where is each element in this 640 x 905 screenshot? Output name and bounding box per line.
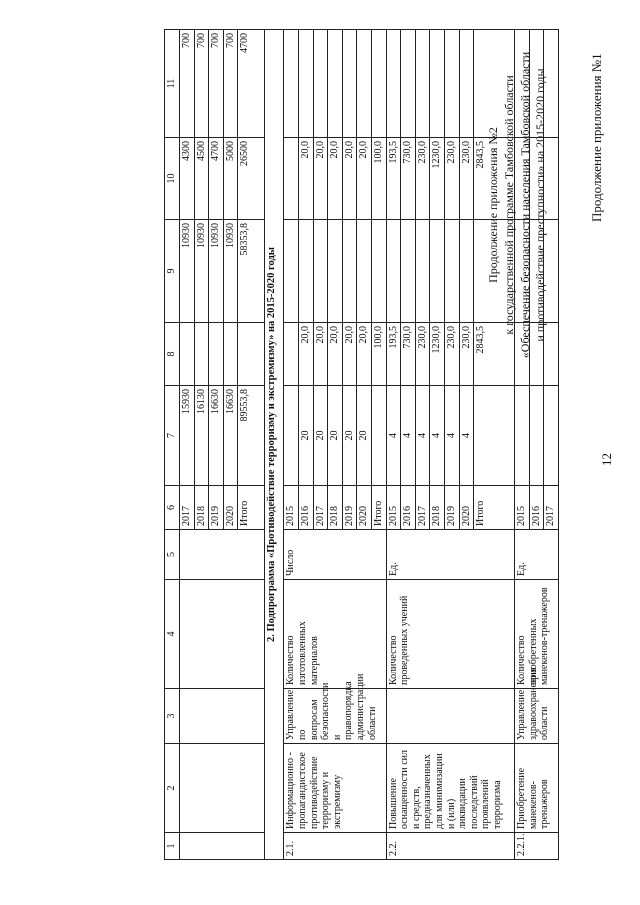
item-number: 2.1.	[284, 833, 386, 860]
value-cell: 730,0	[401, 138, 416, 220]
page-number: 12	[599, 453, 614, 466]
header-line: Продолжение приложения №2	[486, 127, 500, 283]
column-number: 5	[165, 530, 180, 580]
value-cell: 1230,0	[430, 138, 445, 220]
item-indicator: Количество проведенных учений	[386, 580, 515, 689]
target-cell: 20	[357, 386, 372, 486]
column-number: 6	[165, 486, 180, 530]
value-cell: 230,0	[459, 323, 474, 386]
column-number: 3	[165, 689, 180, 744]
year-cell: Итого	[238, 486, 265, 530]
year-cell: 2018	[328, 486, 343, 530]
column-number-row	[165, 30, 180, 860]
value-cell: 193,5	[386, 323, 401, 386]
value-cell: 730,0	[401, 323, 416, 386]
value-cell: 4700	[238, 30, 265, 138]
item-unit: Ед.	[386, 530, 515, 580]
column-number: 4	[165, 580, 180, 689]
table-row	[180, 30, 195, 860]
table-row	[515, 30, 530, 860]
target-cell	[474, 386, 515, 486]
value-cell: 16630	[223, 386, 238, 486]
item-executor	[386, 689, 515, 744]
value-cell: 20,0	[342, 323, 357, 386]
value-cell: 5000	[223, 138, 238, 220]
continuation-note: Продолжение приложения №1	[589, 53, 604, 222]
value-cell: 700	[180, 30, 195, 138]
value-cell: 2843,5	[474, 138, 515, 220]
value-cell: 20,0	[357, 323, 372, 386]
column-number: 11	[165, 30, 180, 138]
target-cell: 20	[298, 386, 313, 486]
value-cell: 1230,0	[430, 323, 445, 386]
year-cell: 2020	[357, 486, 372, 530]
value-cell: 10930	[194, 220, 209, 323]
section-row	[265, 30, 284, 860]
item-unit: Ед.	[515, 530, 559, 580]
year-cell: 2020	[223, 486, 238, 530]
value-cell: 700	[194, 30, 209, 138]
item-number: 2.2.1.	[515, 833, 559, 860]
column-number: 10	[165, 138, 180, 220]
value-cell: 700	[209, 30, 224, 138]
value-cell: 10930	[180, 220, 195, 323]
value-cell: 230,0	[444, 138, 459, 220]
year-cell: 2018	[194, 486, 209, 530]
value-cell: 20,0	[298, 323, 313, 386]
program-table	[164, 29, 559, 860]
value-cell: 230,0	[444, 323, 459, 386]
year-cell: 2019	[444, 486, 459, 530]
value-cell: 4300	[180, 138, 195, 220]
year-cell: 2017	[544, 486, 559, 530]
value-cell: 230,0	[415, 138, 430, 220]
item-name: Информационно - пропагандистское противодействие терроризму и экстремизму	[284, 744, 386, 833]
header-line: и противодействие преступности» на 2015-2020 годы	[533, 68, 548, 342]
target-cell: 20	[342, 386, 357, 486]
item-unit: Число	[284, 530, 386, 580]
value-cell: 100,0	[371, 138, 386, 220]
table-row	[284, 30, 299, 860]
value-cell: 193,5	[386, 138, 401, 220]
target-cell: 4	[401, 386, 416, 486]
year-cell: 2015	[284, 486, 299, 530]
target-cell: 4	[459, 386, 474, 486]
target-cell: 4	[386, 386, 401, 486]
target-cell: 4	[444, 386, 459, 486]
value-cell: 4500	[194, 138, 209, 220]
target-cell: 20	[328, 386, 343, 486]
value-cell: 100,0	[371, 323, 386, 386]
target-cell: 4	[430, 386, 445, 486]
year-cell: 2016	[529, 486, 544, 530]
value-cell: 230,0	[415, 323, 430, 386]
year-cell: 2015	[386, 486, 401, 530]
value-cell: 15930	[180, 386, 195, 486]
year-cell: 2016	[401, 486, 416, 530]
value-cell: 16630	[209, 386, 224, 486]
column-number: 8	[165, 323, 180, 386]
year-cell: Итого	[371, 486, 386, 530]
target-cell	[371, 386, 386, 486]
value-cell: 20,0	[328, 323, 343, 386]
value-cell: 20,0	[313, 323, 328, 386]
value-cell: 20,0	[342, 138, 357, 220]
target-cell	[284, 386, 299, 486]
target-cell: 4	[415, 386, 430, 486]
column-number: 1	[165, 833, 180, 860]
value-cell: 10930	[223, 220, 238, 323]
value-cell: 20,0	[298, 138, 313, 220]
item-indicator: Количество приобретенных манекенов-тренажеров	[515, 580, 559, 689]
year-cell: 2019	[209, 486, 224, 530]
value-cell: 89553,8	[238, 386, 265, 486]
header-line: к государственной программе Тамбовской области	[501, 75, 516, 335]
value-cell: 10930	[209, 220, 224, 323]
value-cell	[284, 138, 299, 220]
header-line: «Обеспечение безопасности населения Тамбовской области	[517, 51, 532, 359]
value-cell: 230,0	[459, 138, 474, 220]
column-number: 2	[165, 744, 180, 833]
item-name: Повышение оснащенности сил и средств, предназначенных для минимизации и (или) ликвидации последствий проявлений терроризма	[386, 744, 515, 833]
table-row	[386, 30, 401, 860]
section-title: 2. Подпрограмма «Противодействие терроризму и экстремизму» на 2015-2020 годы	[265, 30, 284, 860]
year-cell: 2018	[430, 486, 445, 530]
item-indicator: Количество изготовленных материалов	[284, 580, 386, 689]
value-cell: 26500	[238, 138, 265, 220]
year-cell: 2017	[415, 486, 430, 530]
value-cell	[284, 323, 299, 386]
year-cell: Итого	[474, 486, 515, 530]
item-executor: Управление по вопросам безопасности и правопорядка администрации области	[284, 689, 386, 744]
year-cell: 2020	[459, 486, 474, 530]
year-cell: 2019	[342, 486, 357, 530]
value-cell: 58353,8	[238, 220, 265, 323]
year-cell: 2017	[313, 486, 328, 530]
year-cell: 2017	[180, 486, 195, 530]
item-name: Приобретение манекенов-тренажеров	[515, 744, 559, 833]
value-cell: 20,0	[357, 138, 372, 220]
value-cell: 700	[223, 30, 238, 138]
target-cell: 20	[313, 386, 328, 486]
value-cell: 20,0	[313, 138, 328, 220]
value-cell: 20,0	[328, 138, 343, 220]
year-cell: 2016	[298, 486, 313, 530]
value-cell: 16130	[194, 386, 209, 486]
value-cell: 2843,5	[474, 323, 515, 386]
year-cell: 2015	[515, 486, 530, 530]
item-number: 2.2.	[386, 833, 515, 860]
column-number: 7	[165, 386, 180, 486]
value-cell: 4700	[209, 138, 224, 220]
column-number: 9	[165, 220, 180, 323]
item-executor: Управление здравоохранения области	[515, 689, 559, 744]
